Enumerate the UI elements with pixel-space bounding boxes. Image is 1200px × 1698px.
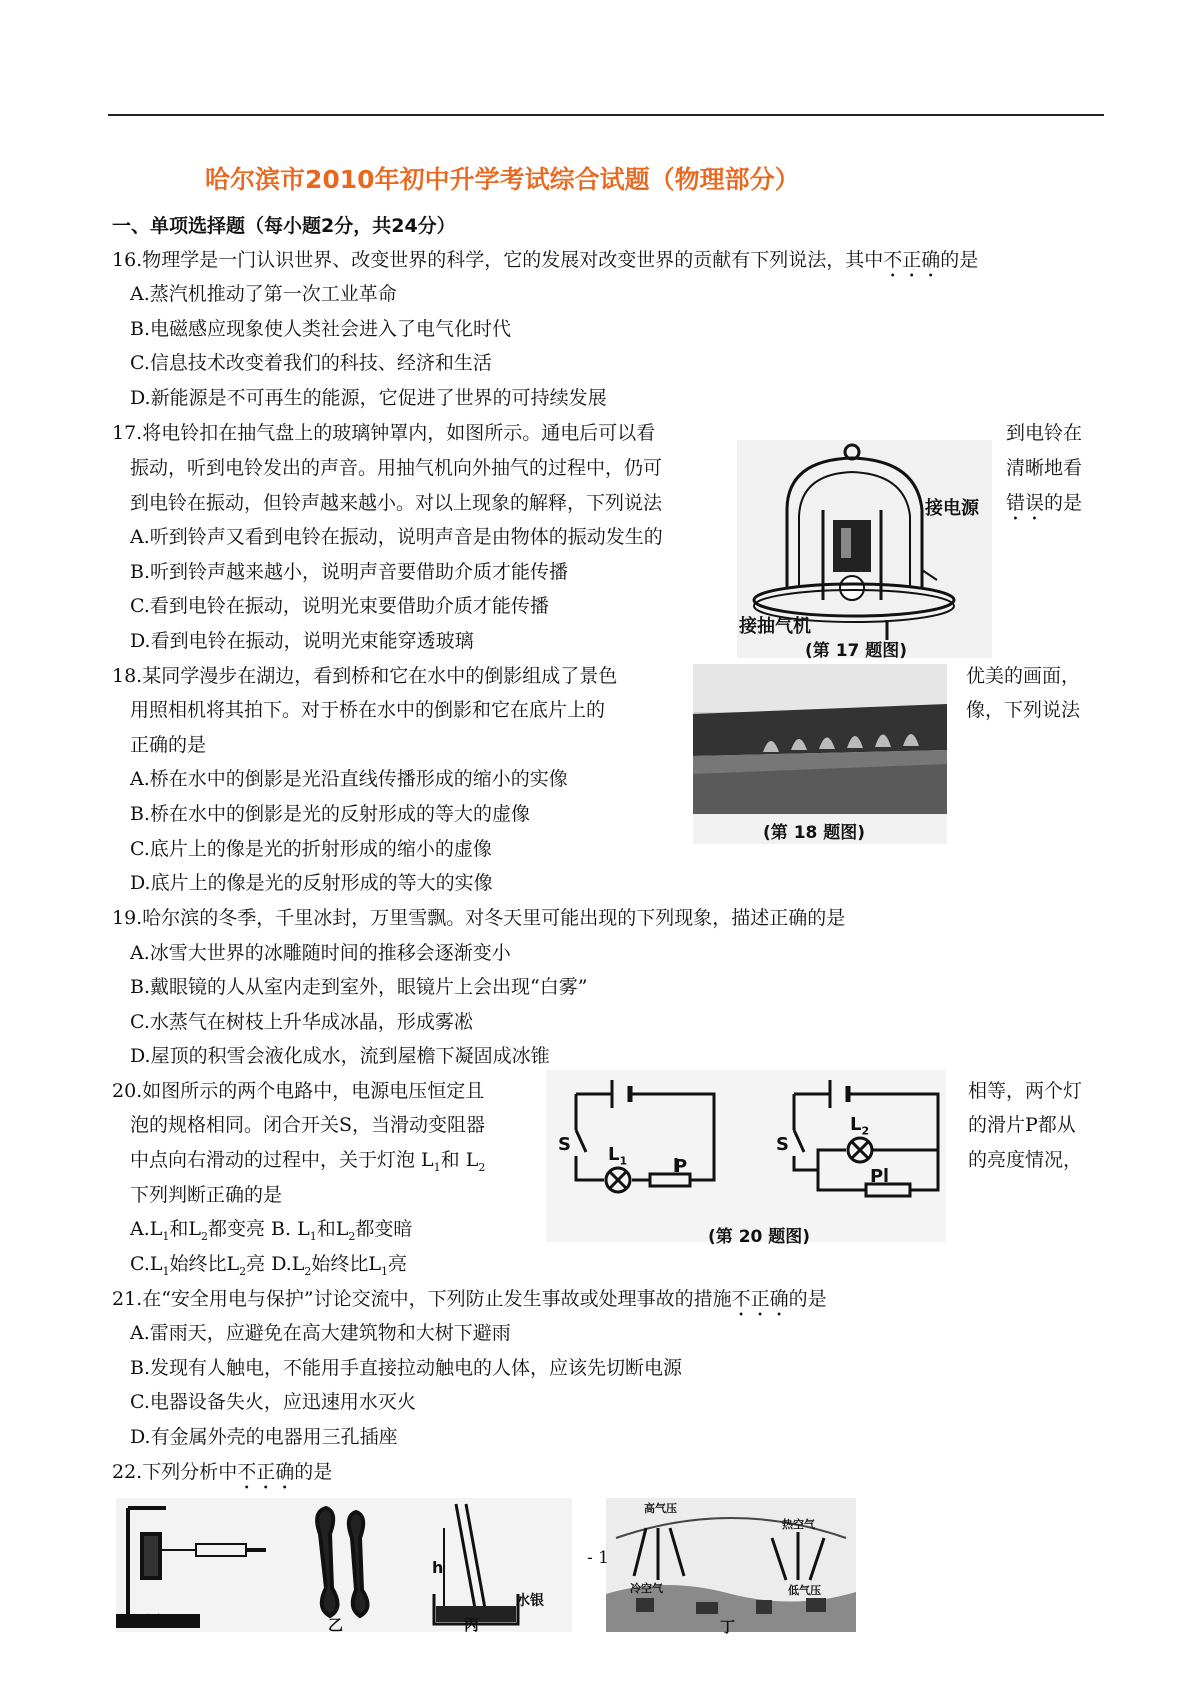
q20-caption: (第 20 题图) <box>708 1227 811 1247</box>
q22-label-cold-air: 冷空气 <box>630 1582 663 1595</box>
q17-stem-right3: 错误的是 <box>1006 492 1083 514</box>
q22-label-h: h <box>432 1558 444 1577</box>
q20-label-s-left: S <box>558 1134 571 1155</box>
q20-options-ab: $A.L_1$和$L_2$都变亮 B. $L_1$和$L_2$都变暗 <box>130 1218 413 1243</box>
q18-stem-line2: 用照相机将其拍下。对于桥在水中的倒影和它在底片上的 <box>130 699 606 721</box>
q22-label-bing: 丙 <box>464 1616 480 1634</box>
page-number: - 1 <box>587 1548 609 1568</box>
q18-stem-line3: 正确的是 <box>130 734 207 756</box>
q17-stem-line3: 到电铃在振动，但铃声越来越小。对以上现象的解释，下列说法 <box>130 492 663 514</box>
q19-option-b: B.戴眼镜的人从室内走到室外，眼镜片上会出现“白雾” <box>130 976 588 998</box>
q18-option-c: C.底片上的像是光的折射形成的缩小的虚像 <box>130 838 492 860</box>
q18-option-a: A.桥在水中的倒影是光沿直线传播形成的缩小的实像 <box>130 768 568 790</box>
q20-stem-right2: 的滑片P都从 <box>968 1114 1076 1136</box>
q21-option-c: C.电器设备失火，应迅速用水灭火 <box>130 1391 416 1413</box>
q17-caption: (第 17 题图) <box>805 641 908 661</box>
q17-option-b: B.听到铃声越来越小，说明声音要借助介质才能传播 <box>130 561 569 583</box>
q20-options-cd: $C.L_1$始终比$L_2$亮 $D.L_2$始终比$L_1$亮 <box>130 1253 408 1278</box>
section-heading: 一、单项选择题（每小题2分，共24分） <box>112 215 456 237</box>
q22-label-jia: 甲 <box>146 1612 162 1630</box>
q17-option-a: A.听到铃声又看到电铃在振动，说明声音是由物体的振动发生的 <box>130 526 663 548</box>
circuit-diagrams <box>546 1070 946 1215</box>
q18-stem-right1: 优美的画面， <box>966 665 1081 687</box>
air-pressure-drawing <box>606 1498 856 1632</box>
q17-option-c: C.看到电铃在振动，说明光束要借助介质才能传播 <box>130 595 549 617</box>
q16-emphasis: 不正确 <box>883 249 941 271</box>
q17-label-pump: 接抽气机 <box>739 616 811 637</box>
q16-stem: 16.物理学是一门认识世界、改变世界的科学，它的发展对改变世界的贡献有下列说法，其中不正确的是 <box>112 249 979 271</box>
q18-stem-line1: 18.某同学漫步在湖边，看到桥和它在水中的倒影组成了景色 <box>112 665 618 687</box>
q22-emphasis: 不正确 <box>237 1461 295 1483</box>
q20-stem-line4: 下列判断正确的是 <box>130 1184 283 1206</box>
q18-caption: (第 18 题图) <box>763 823 866 843</box>
q22-figure-right <box>606 1498 856 1636</box>
q16-option-c: C.信息技术改变着我们的科技、经济和生活 <box>130 352 492 374</box>
q19-option-a: A.冰雪大世界的冰雕随时间的推移会逐渐变小 <box>130 942 511 964</box>
q19-option-c: C.水蒸气在树枝上升华成冰晶，形成雾凇 <box>130 1011 473 1033</box>
q17-label-power: 接电源 <box>925 498 979 519</box>
q20-stem-line1: 20.如图所示的两个电路中，电源电压恒定且 <box>112 1080 485 1102</box>
q17-stem-line1: 17.将电铃扣在抽气盘上的玻璃钟罩内，如图所示。通电后可以看 <box>112 422 656 444</box>
page-title: 哈尔滨市2010年初中升学考试综合试题（物理部分） <box>205 165 800 194</box>
q20-figure <box>546 1070 946 1247</box>
q22-apparatus-drawing <box>116 1498 572 1632</box>
q22-stem: 22.下列分析中不正确的是 <box>112 1461 333 1483</box>
q17-stem-line2: 振动，听到电铃发出的声音。用抽气机向外抽气的过程中，仍可 <box>130 457 663 479</box>
q17-stem-right1: 到电铃在 <box>1006 422 1083 444</box>
q22-label-hot-air: 热空气 <box>782 1518 815 1531</box>
q18-option-b: B.桥在水中的倒影是光的反射形成的等大的虚像 <box>130 803 531 825</box>
q21-option-d: D.有金属外壳的电器用三孔插座 <box>130 1426 398 1448</box>
q20-label-p-right: P <box>870 1166 884 1187</box>
q22-label-ding: 丁 <box>720 1618 736 1636</box>
q22-label-yi: 乙 <box>328 1616 344 1634</box>
q20-stem-right1: 相等，两个灯 <box>968 1080 1083 1102</box>
q18-figure <box>693 664 947 844</box>
q18-stem-right2: 像，下列说法 <box>966 699 1081 721</box>
q19-stem: 19.哈尔滨的冬季，千里冰封，万里雪飘。对冬天里可能出现的下列现象，描述正确的是 <box>112 907 846 929</box>
q20-label-p-left: P <box>674 1156 688 1177</box>
q20-stem-right3: 的亮度情况， <box>968 1149 1083 1171</box>
header-rule <box>108 114 1104 116</box>
q22-label-low-pressure: 低气压 <box>788 1584 821 1597</box>
q16-option-a: A.蒸汽机推动了第一次工业革命 <box>130 283 397 305</box>
q21-emphasis: 不正确 <box>731 1288 789 1310</box>
q20-label-s-right: S <box>776 1134 789 1155</box>
q18-option-d: D.底片上的像是光的反射形成的等大的实像 <box>130 872 493 894</box>
q16-option-d: D.新能源是不可再生的能源，它促进了世界的可持续发展 <box>130 387 607 409</box>
q20-label-l2: $L_2$ <box>850 1114 870 1138</box>
q20-label-l1: $L_1$ <box>608 1144 628 1168</box>
q22-figure-left <box>116 1498 572 1632</box>
q22-label-high-pressure: 高气压 <box>644 1502 677 1515</box>
q17-figure <box>737 440 992 661</box>
bridge-photo <box>693 664 947 814</box>
q21-option-a: A.雷雨天，应避免在高大建筑物和大树下避雨 <box>130 1322 511 1344</box>
q16-option-b: B.电磁感应现象使人类社会进入了电气化时代 <box>130 318 512 340</box>
q17-stem-right2: 清晰地看 <box>1006 457 1083 479</box>
q19-option-d: D.屋顶的积雪会液化成水，流到屋檐下凝固成冰锥 <box>130 1045 550 1067</box>
q20-stem-line2: 泡的规格相同。闭合开关S，当滑动变阻器 <box>130 1114 486 1136</box>
q20-stem-line3: 中点向右滑动的过程中，关于灯泡 $L_1$和 $L_2$ <box>130 1149 486 1174</box>
q21-stem: 21.在“安全用电与保护”讨论交流中，下列防止发生事故或处理事故的措施不正确的是 <box>112 1288 827 1310</box>
q21-option-b: B.发现有人触电，不能用手直接拉动触电的人体，应该先切断电源 <box>130 1357 683 1379</box>
q17-option-d: D.看到电铃在振动，说明光束能穿透玻璃 <box>130 630 474 652</box>
q22-label-mercury: 水银 <box>516 1593 544 1609</box>
